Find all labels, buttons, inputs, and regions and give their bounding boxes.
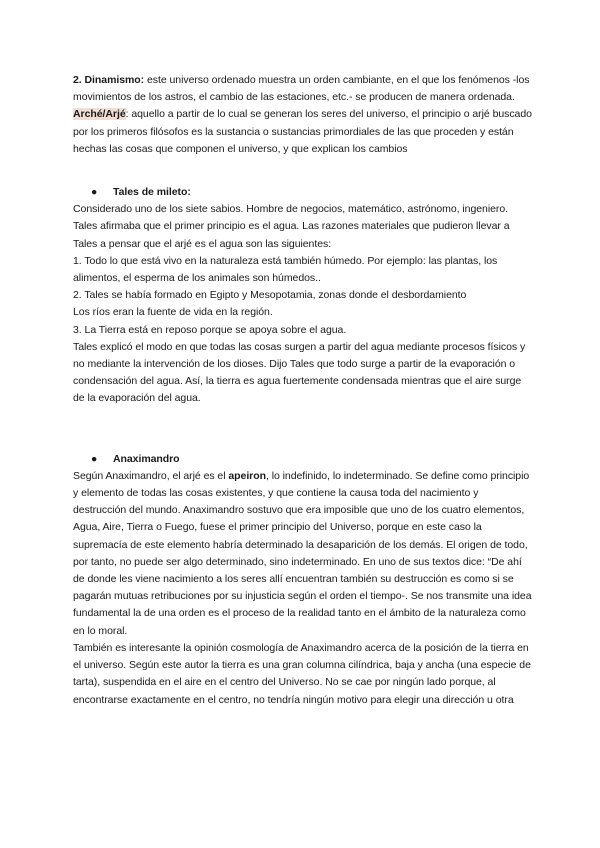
tales-line: 1. Todo lo que está vivo en la naturaleza está también húmedo. Por ejemplo: las plantas, los alimentos, el esperma de los animales son húmedos..	[73, 254, 498, 285]
arje-paragraph	[73, 106, 533, 158]
apeiron-term: apeiron	[228, 469, 266, 482]
dinamismo-text: este universo ordenado muestra un orden cambiante, en el que los fenómenos -los movimientos de los astros, el cambio de las estaciones, etc.- se producen de manera ordenada.	[73, 74, 530, 104]
anaximandro-paragraph-1	[73, 468, 533, 640]
arje-label: Arché/Arjé	[73, 108, 126, 121]
anaximandro-paragraph-2: También es interesante la opinión cosmología de Anaximandro acerca de la posición de la tierra en el universo. Según este autor la tierra es una gran columna cilíndrica, baja y ancha (una especie de tarta), suspendida en el aire en el centro del Universo. No se cae por ningún lado porque, al encontrarse exactamente en el centro, no tendría ningún motivo para elegir una dirección u otra	[73, 641, 531, 706]
dinamismo-paragraph	[73, 72, 533, 106]
anaximandro-heading	[73, 451, 533, 468]
bullet-icon: ●	[91, 186, 98, 199]
tales-line: Tales afirmaba que el primer principio es el agua. Las razones materiales que pudieron llevar a Tales a pensar que el arjé es el agua son las siguientes:	[73, 220, 510, 250]
document-body	[73, 72, 533, 709]
dinamismo-label: 2. Dinamismo:	[73, 74, 145, 86]
tales-line: Tales explicó el modo en que todas las cosas surgen a partir del agua mediante procesos físicos y no mediante la intervención de los dioses. Dijo Tales que todo surge a partir de la evaporación o condensación del agua. Así, la tierra es agua fuertemente condensada mientras que el aire surge de la evaporación del agua.	[73, 340, 526, 405]
anaximandro-p1-after: , lo indefinido, lo indeterminado. Se define como principio y elemento de todas las cosas existentes, y que contiene la causa toda del nacimiento y destrucción del mundo. Anaximandro sostuvo que era imposible que uno de los cuatro elementos, Agua, Aire, Tierra o Fuego, fuese el primer principio del Universo, porque en este caso la supremacía de este elemento habría determinado la desaparición de los demás. El origen de todo, por tanto, no puede ser algo determinado, sino indeterminado. En uno de sus textos dice: “De ahí de donde les viene nacimiento a los seres allí encuentran también su destrucción es como si se pagarán mutuas retribuciones por su injusticia según el orden el tiempo-. Se nos transmite una idea fundamental la de una orden es el proceso de la realidad tanto en el ámbito de la naturaleza como en lo moral.	[73, 469, 532, 637]
tales-heading	[73, 184, 533, 201]
tales-line: 3. La Tierra está en reposo porque se apoya sobre el agua.	[73, 323, 347, 336]
tales-line: Considerado uno de los siete sabios. Hombre de negocios, matemático, astrónomo, ingeniero.	[73, 203, 508, 216]
bullet-icon: ●	[91, 452, 98, 465]
tales-line: Los ríos eran la fuente de vida en la región.	[73, 306, 273, 319]
tales-line: 2. Tales se había formado en Egipto y Mesopotamia, zonas donde el desbordamiento	[73, 289, 467, 302]
tales-heading-text: Tales de mileto:	[113, 186, 191, 199]
anaximandro-heading-text: Anaximandro	[113, 452, 180, 465]
anaximandro-p1-before: Según Anaximandro, el arjé es el	[73, 469, 229, 482]
arje-text: : aquello a partir de lo cual se generan los seres del universo, el principio o arjé buscado por los primeros filósofos es la sustancia o sustancias primordiales de las que proceden y están hechas las cosas que componen el universo, y que explican los cambios	[73, 108, 532, 155]
